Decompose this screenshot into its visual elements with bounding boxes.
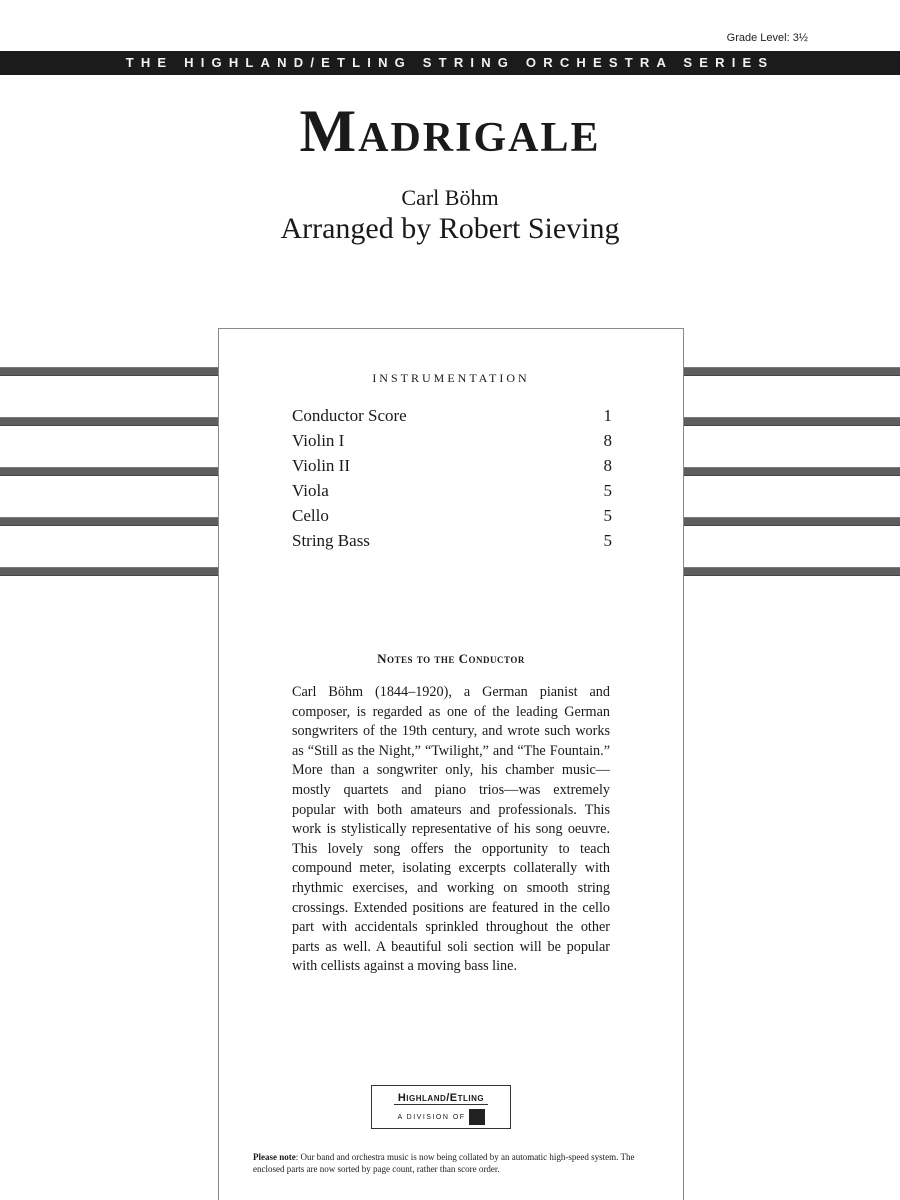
staff-line-left-5 bbox=[0, 567, 219, 576]
instrument-count: 8 bbox=[603, 431, 612, 450]
list-item bbox=[292, 453, 612, 478]
alfred-logo-icon bbox=[469, 1109, 485, 1125]
please-note-text: : Our band and orchestra music is now being collated by an automatic high-speed system. The enclosed parts are now sorted by page count, rather than score order. bbox=[253, 1152, 635, 1174]
logo-sub-line bbox=[372, 1109, 510, 1125]
instrument-count: 5 bbox=[603, 481, 612, 500]
instrument-count: 8 bbox=[603, 456, 612, 475]
please-note-label: Please note bbox=[253, 1152, 296, 1162]
instrument-name: Viola bbox=[292, 481, 329, 500]
notes-body: Carl Böhm (1844–1920), a German pianist and composer, is regarded as one of the leading German songwriters of the 19th century, and wrote such works as “Still as the Night,” “Twilight,” and “The Fountain.” More than a songwriter only, his chamber music—mostly quartets and piano trios—was extremely popular with both amateurs and professionals. This work is stylistically representative of his song oeuvre. This lovely song offers the opportunity to teach compound meter, isolating excerpts collaterally with rhythmic exercises, and working on smooth string crossings. Extended positions are featured in the cello part with accidentals sprinkled throughout the other parts as well. A beautiful soli section will be popular with cellists against a moving bass line. bbox=[292, 684, 610, 975]
composer-name: Carl Böhm bbox=[401, 185, 499, 210]
page-title: Madrigale bbox=[299, 98, 601, 164]
list-item bbox=[292, 428, 612, 453]
staff-line-right-4 bbox=[684, 517, 900, 526]
notes-heading: Notes to the Conductor bbox=[377, 651, 525, 666]
instrumentation-heading: INSTRUMENTATION bbox=[372, 371, 530, 385]
staff-line-right-2 bbox=[684, 417, 900, 426]
logo-main-text: Highland/Etling bbox=[394, 1092, 488, 1105]
grade-level: Grade Level: 3½ bbox=[726, 32, 808, 44]
instrumentation-list bbox=[292, 403, 612, 553]
list-item bbox=[292, 528, 612, 553]
list-item bbox=[292, 503, 612, 528]
instrument-name: Conductor Score bbox=[292, 406, 407, 425]
instrument-name: Cello bbox=[292, 506, 329, 525]
instrument-count: 1 bbox=[603, 406, 612, 425]
instrument-count: 5 bbox=[603, 506, 612, 525]
series-banner: THE HIGHLAND/ETLING STRING ORCHESTRA SERIES bbox=[0, 51, 900, 75]
please-note bbox=[253, 1151, 653, 1175]
staff-line-left-1 bbox=[0, 367, 219, 376]
content-panel bbox=[218, 328, 684, 1200]
staff-line-left-2 bbox=[0, 417, 219, 426]
instrument-name: Violin I bbox=[292, 431, 345, 450]
instrument-count: 5 bbox=[603, 531, 612, 550]
publisher-logo bbox=[371, 1085, 511, 1129]
list-item bbox=[292, 403, 612, 428]
staff-line-right-5 bbox=[684, 567, 900, 576]
instrument-name: String Bass bbox=[292, 531, 370, 550]
logo-sub-text: A DIVISION OF bbox=[397, 1113, 466, 1121]
list-item bbox=[292, 478, 612, 503]
staff-line-right-1 bbox=[684, 367, 900, 376]
staff-line-left-3 bbox=[0, 467, 219, 476]
staff-line-right-3 bbox=[684, 467, 900, 476]
instrument-name: Violin II bbox=[292, 456, 350, 475]
staff-line-left-4 bbox=[0, 517, 219, 526]
arranger-credit: Arranged by Robert Sieving bbox=[280, 212, 620, 245]
